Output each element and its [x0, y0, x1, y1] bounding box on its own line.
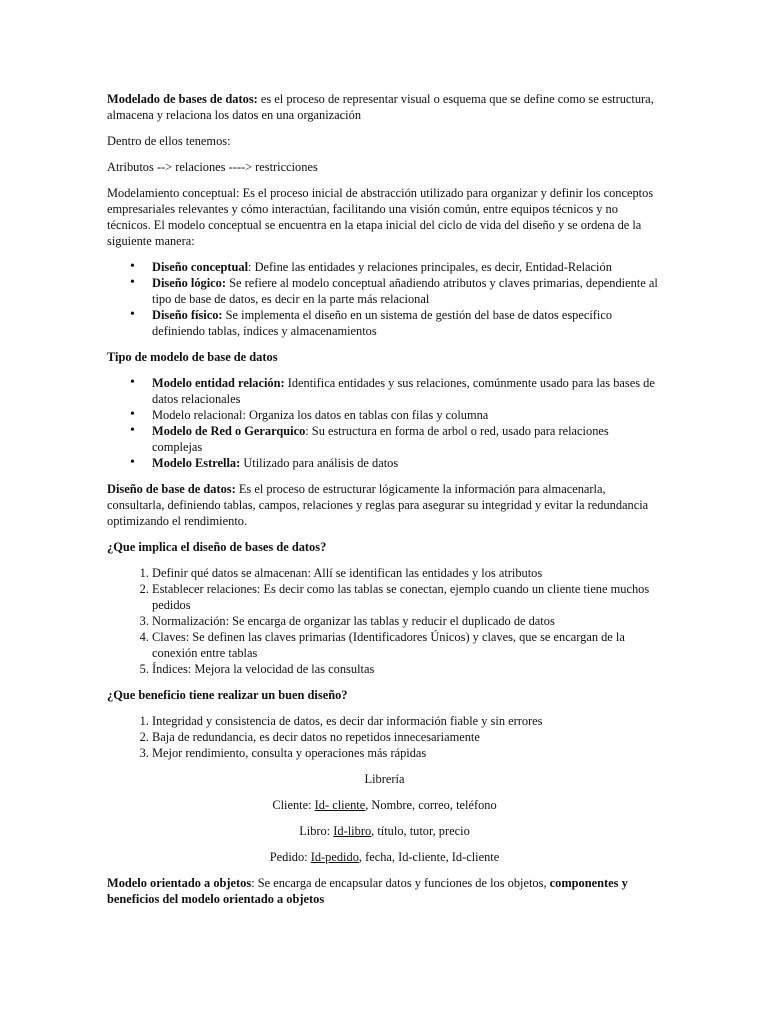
- row-rest: , fecha, Id-cliente, Id-cliente: [358, 850, 500, 864]
- row-key: Id-pedido: [310, 850, 359, 864]
- row-rest: , Nombre, correo, teléfono: [365, 798, 497, 812]
- item-term: Diseño conceptual: [152, 260, 249, 274]
- oo-model-text: : Se encarga de encapsular datos y funciones de los objetos,: [251, 876, 550, 890]
- intro-text: es el proceso de representar visual o esquema que se define como se estructura, almacena y relaciona los datos en una organización: [107, 92, 654, 122]
- item-term: Modelo Estrella:: [152, 456, 241, 470]
- oo-model-tail: componentes y beneficios del modelo orientado a objetos: [107, 876, 628, 906]
- heading-text: ¿Que beneficio tiene realizar un buen diseño?: [107, 688, 348, 702]
- list-item: 3. Normalización: Se encarga de organizar las tablas y reducir el duplicado de datos: [152, 613, 662, 629]
- row-label: Cliente:: [272, 798, 315, 812]
- item-text: Se implementa el diseño en un sistema de gestión del base de datos específico definiendo tablas, índices y almacenamientos: [152, 308, 613, 338]
- list-item: [152, 423, 662, 455]
- item-text: Identifica entidades y sus relaciones, comúnmente usado para las bases de datos relacionales: [152, 376, 655, 406]
- db-design-text: Es el proceso de estructurar lógicamente la información para almacenarla, consultarla, definiendo tablas, campos, relaciones y reglas para asegurar su integridad y evitar la redundancia optimizando el rendimiento.: [107, 482, 649, 528]
- item-term: Modelo de Red o Gerarquico: [152, 424, 306, 438]
- list-item: [152, 307, 662, 339]
- implies-heading: [107, 539, 662, 555]
- oo-model-paragraph: [107, 875, 662, 907]
- item-term: Modelo entidad relación:: [152, 376, 285, 390]
- db-design-term: Diseño de base de datos:: [107, 482, 236, 496]
- item-text: : Define las entidades y relaciones principales, es decir, Entidad-Relación: [248, 260, 612, 274]
- implies-list: [107, 565, 662, 677]
- row-label: Pedido:: [269, 850, 311, 864]
- db-design-paragraph: [107, 481, 662, 529]
- item-text: Modelo relacional: Organiza los datos en tablas con filas y columna: [152, 408, 489, 422]
- list-item: 3. Mejor rendimiento, consulta y operaciones más rápidas: [152, 745, 662, 761]
- item-text: Utilizado para análisis de datos: [240, 456, 399, 470]
- benefit-heading: [107, 687, 662, 703]
- list-item: 2. Establecer relaciones: Es decir como las tablas se conectan, ejemplo cuando un cliente tiene muchos pedidos: [152, 581, 662, 613]
- item-text: : Su estructura en forma de arbol o red, usado para relaciones complejas: [152, 424, 609, 454]
- list-item: [152, 259, 662, 275]
- intro-term: Modelado de bases de datos:: [107, 92, 258, 106]
- list-item: [152, 455, 662, 471]
- list-item: 1. Definir qué datos se almacenan: Allí se identifican las entidades y los atributos: [152, 565, 662, 581]
- model-types-heading: [107, 349, 662, 365]
- benefits-list: [107, 713, 662, 761]
- oo-model-term: Modelo orientado a objetos: [107, 876, 252, 890]
- row-key: Id-libro: [333, 824, 372, 838]
- model-types-list: [107, 375, 662, 471]
- example-row: [107, 797, 662, 813]
- list-item: 5. Índices: Mejora la velocidad de las consultas: [152, 661, 662, 677]
- intro-paragraph: [107, 91, 662, 123]
- heading-text: ¿Que implica el diseño de bases de datos?: [107, 540, 327, 554]
- list-item: 4. Claves: Se definen las claves primarias (Identificadores Únicos) y claves, que se encargan de la conexión entre tablas: [152, 629, 662, 661]
- list-item: [152, 375, 662, 407]
- example-row: [107, 849, 662, 865]
- within-line: Dentro de ellos tenemos:: [107, 134, 231, 148]
- heading-text: Tipo de modelo de base de datos: [107, 350, 278, 364]
- design-levels-list: [107, 259, 662, 339]
- list-item: 2. Baja de redundancia, es decir datos no repetidos innecesariamente: [152, 729, 662, 745]
- example-row: [107, 823, 662, 839]
- item-term: Diseño físico:: [152, 308, 223, 322]
- chain-line: Atributos --> relaciones ----> restricciones: [107, 160, 318, 174]
- conceptual-paragraph: Modelamiento conceptual: Es el proceso inicial de abstracción utilizado para organizar y definir los conceptos empresariales relevantes y cómo interactúan, facilitando una visión común, entre equipos técnicos y no técnicos. El modelo conceptual se encuentra en la etapa inicial del ciclo de vida del diseño y se ordena de la siguiente manera:: [107, 186, 654, 248]
- item-text: Se refiere al modelo conceptual añadiendo atributos y claves primarias, dependiente al tipo de base de datos, es decir en la parte más relacional: [152, 276, 658, 306]
- list-item: 1. Integridad y consistencia de datos, es decir dar información fiable y sin errores: [152, 713, 662, 729]
- item-term: Diseño lógico:: [152, 276, 226, 290]
- row-rest: , título, tutor, precio: [371, 824, 470, 838]
- list-item: [152, 407, 662, 423]
- list-item: [152, 275, 662, 307]
- row-key: Id- cliente: [314, 798, 366, 812]
- row-label: Libro:: [299, 824, 334, 838]
- example-title: Librería: [364, 772, 405, 786]
